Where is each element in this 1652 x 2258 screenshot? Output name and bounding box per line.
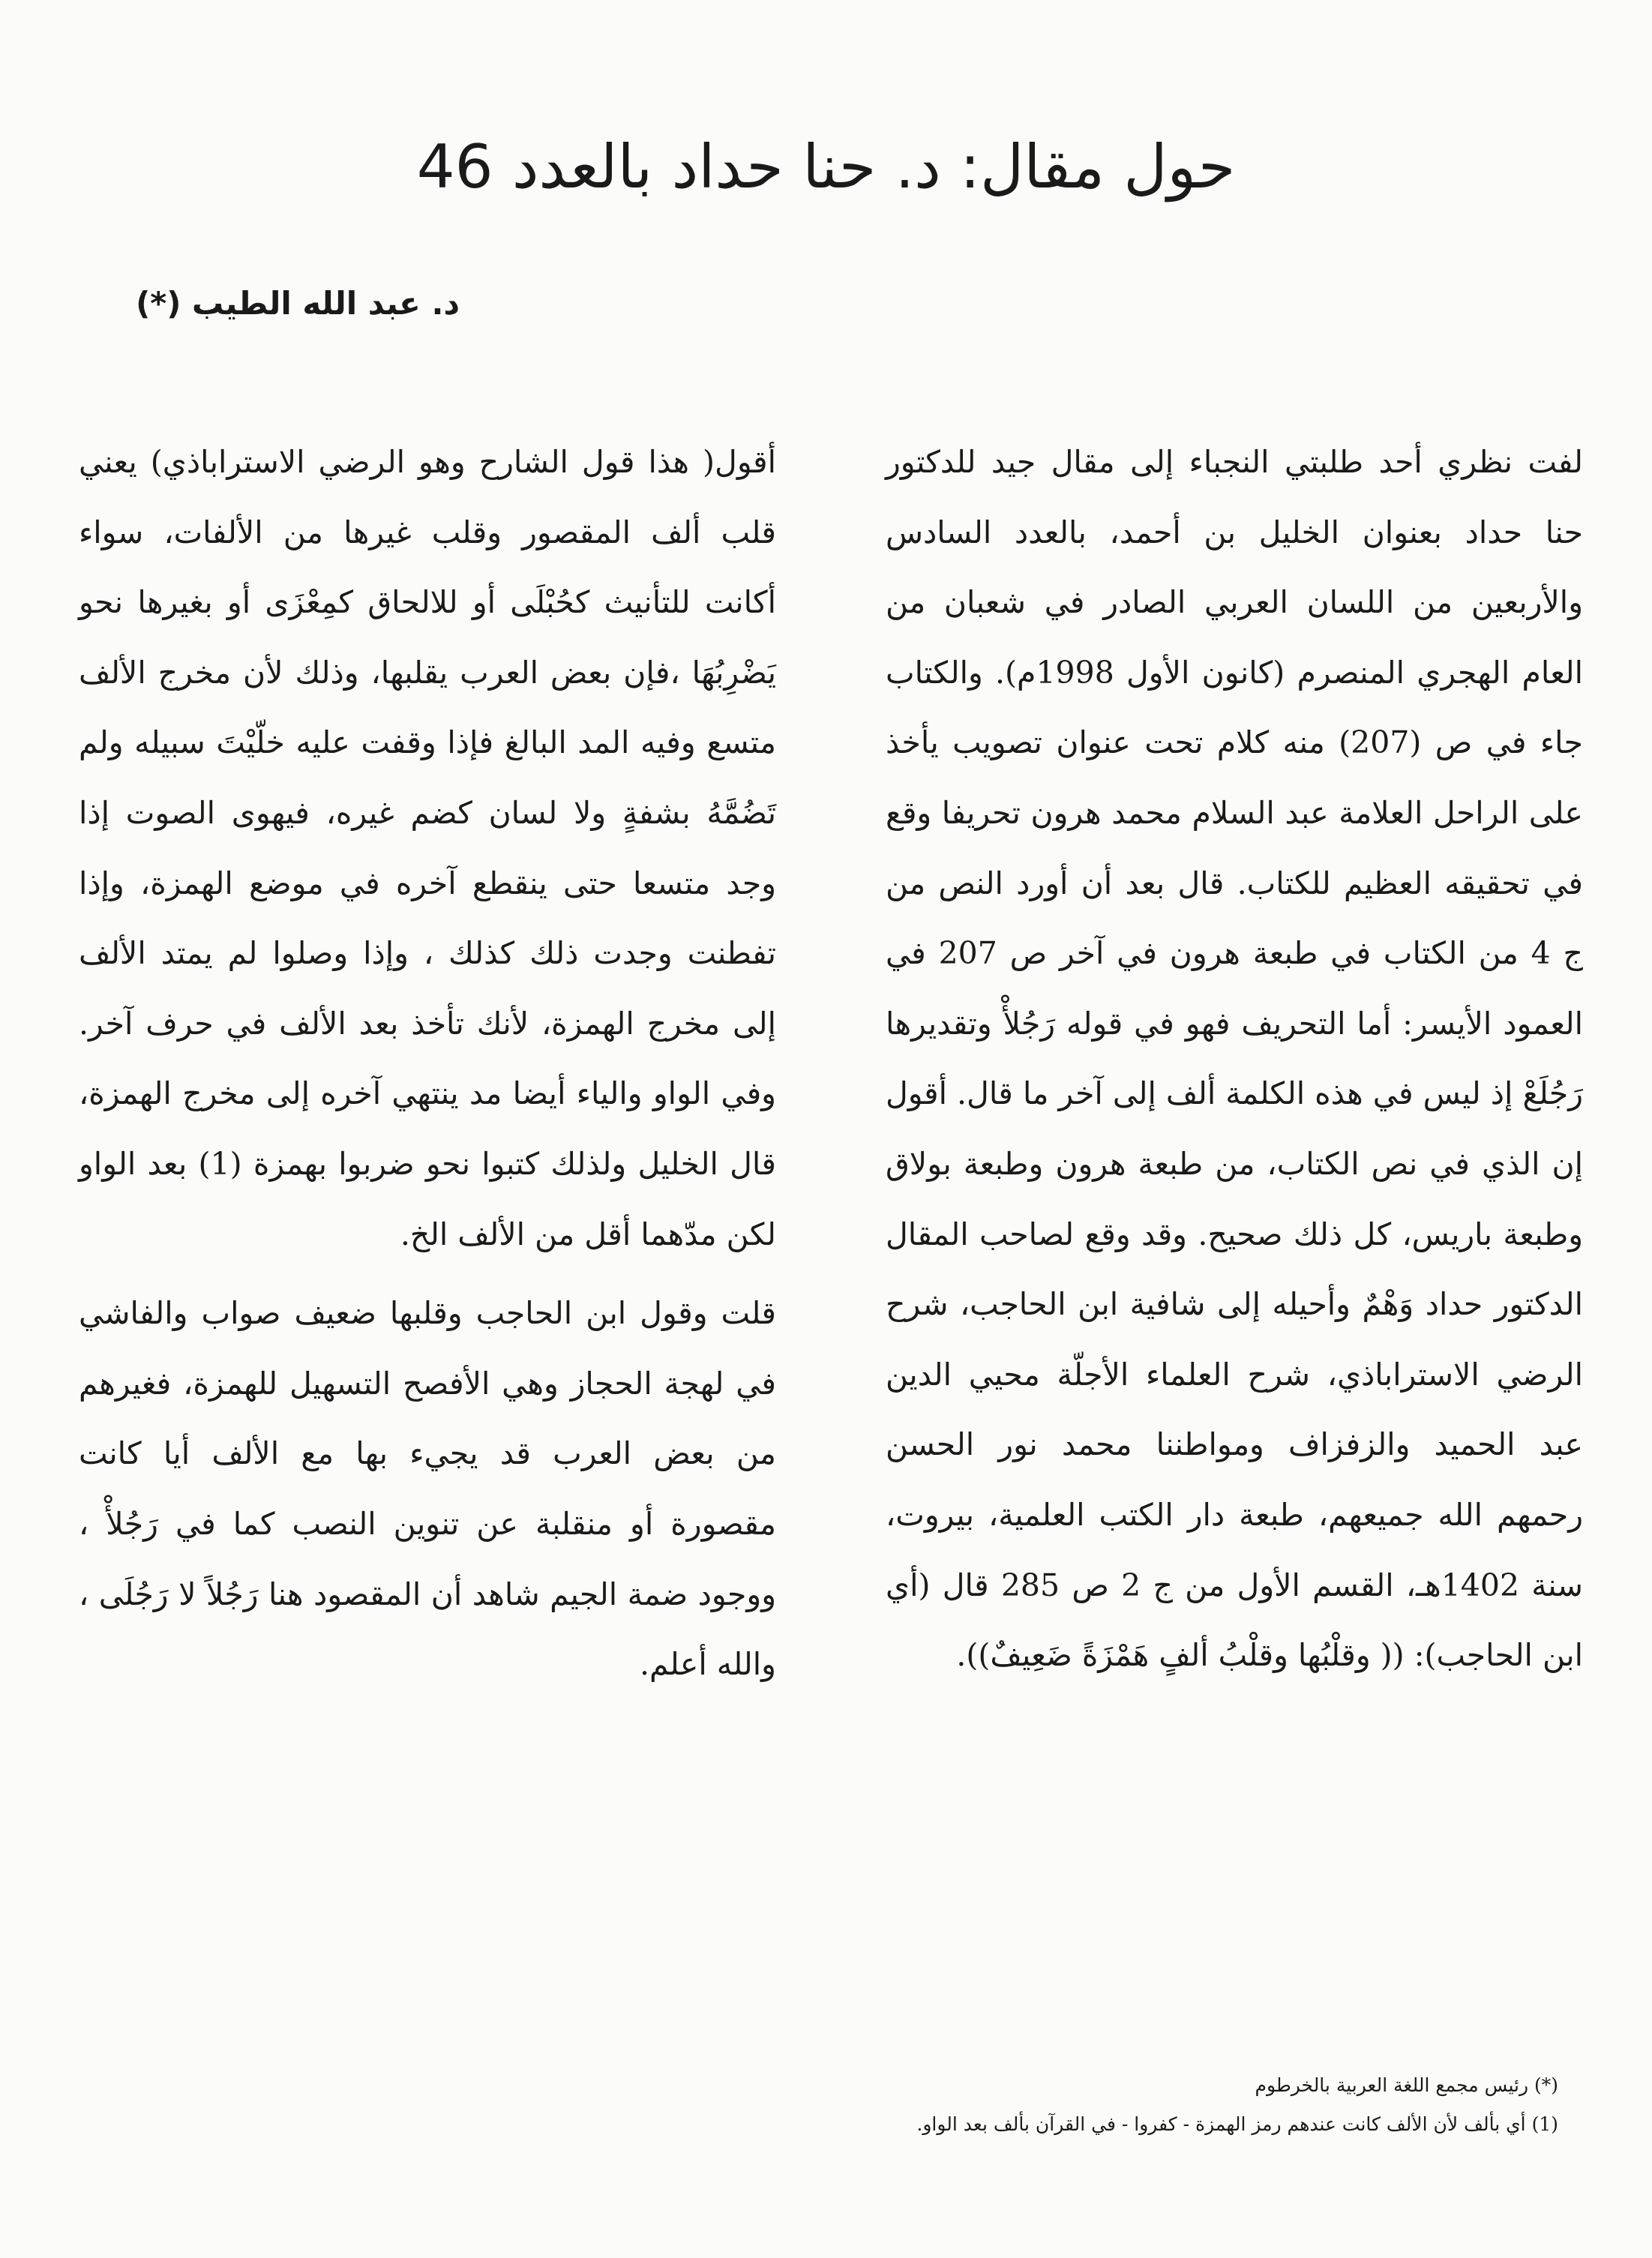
text-column-right [886,427,1583,1691]
footnote: (*) رئيس مجمع اللغة العربية بالخرطوم [1255,2074,1558,2096]
article-title: حول مقال: د. حنا حداد بالعدد 46 [416,132,1236,202]
paragraph: أقول( هذا قول الشارح وهو الرضي الاستراباذي) يعني قلب ألف المقصور وقلب غيرها من الألفات، سواء أكانت للتأنيث كحُبْلَى أو للالحاق كمِعْزَى أو بغيرها نحو يَضْرِبُهَا ،فإن بعض العرب يقلبها، وذلك لأن مخرج الألف متسع وفيه المد البالغ فإذا وقفت عليه خلّيْتَ سبيله ولم تَضُمَّهُ بشفةٍ ولا لسان كضم غيره، فيهوى الصوت إذا وجد متسعا حتى ينقطع آخره في موضع الهمزة، وإذا تفطنت وجدت ذلك كذلك ، وإذا وصلوا لم يمتد الألف إلى مخرج الهمزة، لأنك تأخذ بعد الألف في حرف آخر. وفي الواو والياء أيضا مد ينتهي آخره إلى مخرج الهمزة، قال الخليل ولذلك كتبوا نحو ضربوا بهمزة (1) بعد الواو لكن مدّهما أقل من الألف الخ. [79,444,776,1252]
footnote: (1) أي بألف لأن الألف كانت عندهم رمز الهمزة - كفروا - في القرآن بألف بعد الواو. [916,2113,1558,2135]
text-column-left [79,427,776,1700]
author-name: د. عبد الله الطيب (*) [136,285,460,322]
paragraph: قلت وقول ابن الحاجب وقلبها ضعيف صواب والفاشي في لهجة الحجاز وهي الأفصح التسهيل للهمزة، فغيرهم من بعض العرب قد يجيء بها مع الألف أيا كانت مقصورة أو منقلبة عن تنوين النصب كما في رَجُلأْ ، ووجود ضمة الجيم شاهد أن المقصود هنا رَجُلاً لا رَجُلَى ، والله أعلم. [79,1295,776,1683]
paragraph: لفت نظري أحد طلبتي النجباء إلى مقال جيد للدكتور حنا حداد بعنوان الخليل بن أحمد، بالعدد السادس والأربعين من اللسان العربي الصادر في شعبان من العام الهجري المنصرم (كانون الأول 1998م). والكتاب جاء في ص (207) منه كلام تحت عنوان تصويب يأخذ على الراحل العلامة عبد السلام محمد هرون تحريفا وقع في تحقيقه العظيم للكتاب. قال بعد أن أورد النص من ج 4 من الكتاب في طبعة هرون في آخر ص 207 في العمود الأيسر: أما التحريف فهو في قوله رَجُلأْ وتقديرها رَجُلَعْ إذ ليس في هذه الكلمة ألف إلى آخر ما قال. أقول إن الذي في نص الكتاب، من طبعة هرون وطبعة بولاق وطبعة باريس، كل ذلك صحيح. وقد وقع لصاحب المقال الدكتور حداد وَهْمٌ وأحيله إلى شافية ابن الحاجب، شرح الرضي الاستراباذي، شرح العلماء الأجلّة محيي الدين عبد الحميد والزفزاف ومواطننا محمد نور الحسن رحمهم الله جميعهم، طبعة دار الكتب العلمية، بيروت، سنة 1402هـ، القسم الأول من ج 2 ص 285 قال (أي ابن الحاجب): (( وقلْبُها وقلْبُ ألفٍ هَمْزَةً ضَعِيفٌ)). [886,444,1584,1674]
footnotes [916,2066,1558,2144]
